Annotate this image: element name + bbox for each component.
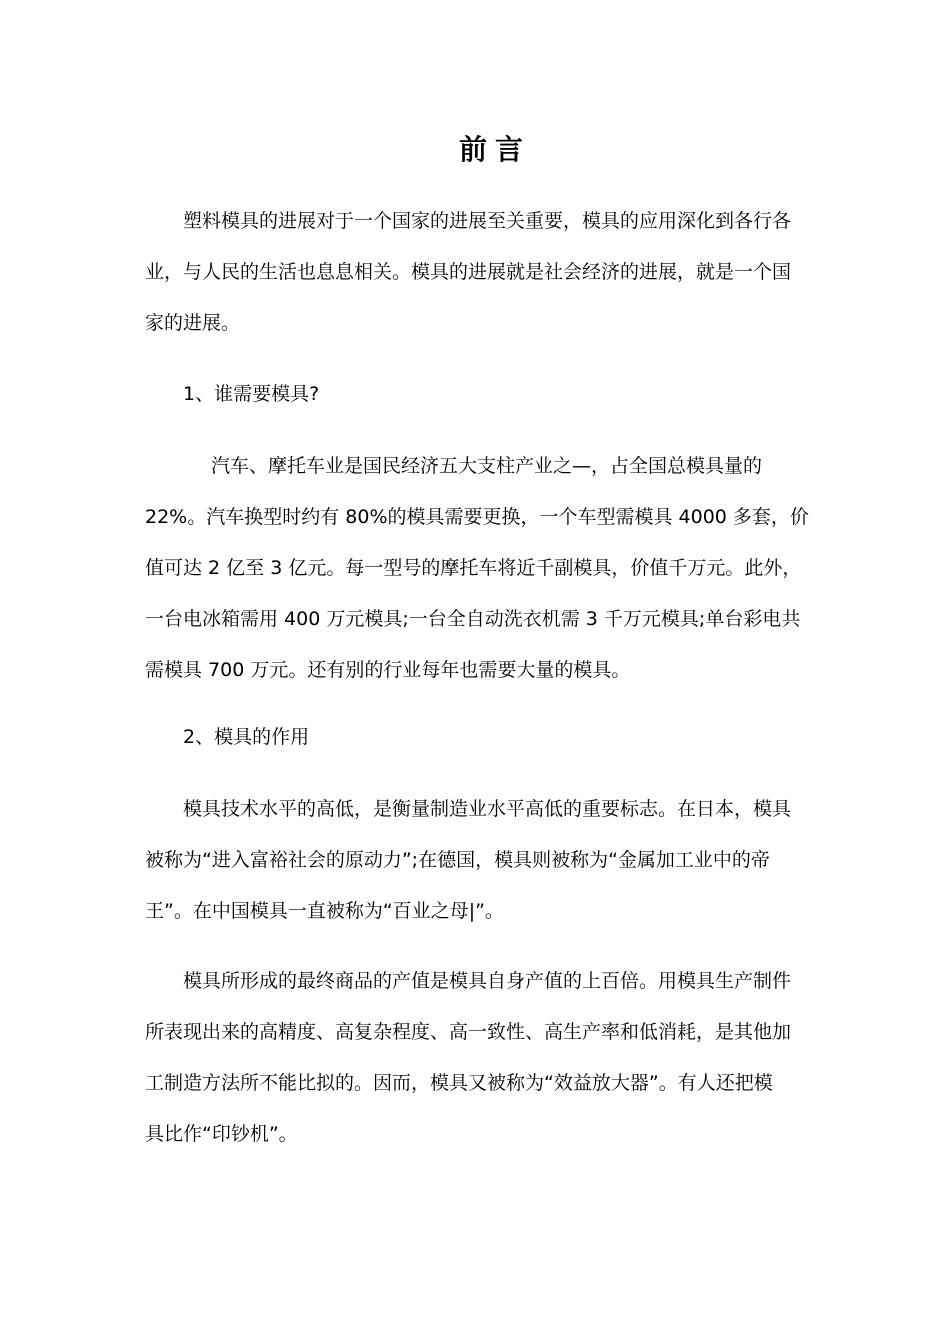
text-line: 具比作“印钞机”。 — [145, 1123, 298, 1145]
text-line: 模具技术水平的高低，是衡量制造业水平高低的重要标志。在日本，模具 — [183, 798, 792, 820]
section-heading-2 — [145, 712, 810, 763]
text-line: 值可达 2 亿至 3 亿元。每一型号的摩托车将近千副模具，价值千万元。此外， — [145, 557, 802, 579]
text-line: 业，与人民的生活也息息相关。模具的进展就是社会经济的进展，就是一个国 — [145, 261, 792, 283]
paragraph-who-needs-molds — [145, 441, 810, 696]
text-line: 工制造方法所不能比拟的。因而，模具又被称为“效益放大器”。有人还把模 — [145, 1072, 773, 1094]
text-line: 一台电冰箱需用 400 万元模具;一台全自动洗衣机需 3 千万元模具;单台彩电共 — [145, 608, 801, 630]
text-line: 22%。汽车换型时约有 80%的模具需要更换，一个车型需模具 4000 多套，价 — [145, 506, 809, 528]
section-heading: 2、模具的作用 — [183, 726, 310, 748]
text-line: 塑料模具的进展对于一个国家的进展至关重要，模具的应用深化到各行各 — [183, 210, 792, 232]
text-line: 汽车、摩托车业是国民经济五大支柱产业之—，占全国总模具量的 — [211, 455, 763, 477]
text-line: 被称为“进入富裕社会的原动力”;在德国，模具则被称为“金属加工业中的帝 — [145, 849, 770, 871]
text-line: 所表现出来的高精度、高复杂程度、高一致性、高生产率和低消耗，是其他加 — [145, 1021, 792, 1043]
text-line: 需模具 700 万元。还有别的行业每年也需要大量的模具。 — [145, 659, 631, 681]
text-line: 模具所形成的最终商品的产值是模具自身产值的上百倍。用模具生产制件 — [183, 970, 792, 992]
paragraph-mold-role — [145, 784, 810, 937]
section-heading: 1、谁需要模具? — [183, 383, 320, 405]
section-heading-1 — [145, 369, 810, 420]
paragraph-intro — [145, 196, 810, 349]
text-line: 家的进展。 — [145, 312, 241, 334]
paragraph-mold-value — [145, 956, 810, 1160]
text-line: 王”。在中国模具一直被称为“百业之母|”。 — [145, 900, 504, 922]
page-title: 前言 — [458, 133, 531, 166]
